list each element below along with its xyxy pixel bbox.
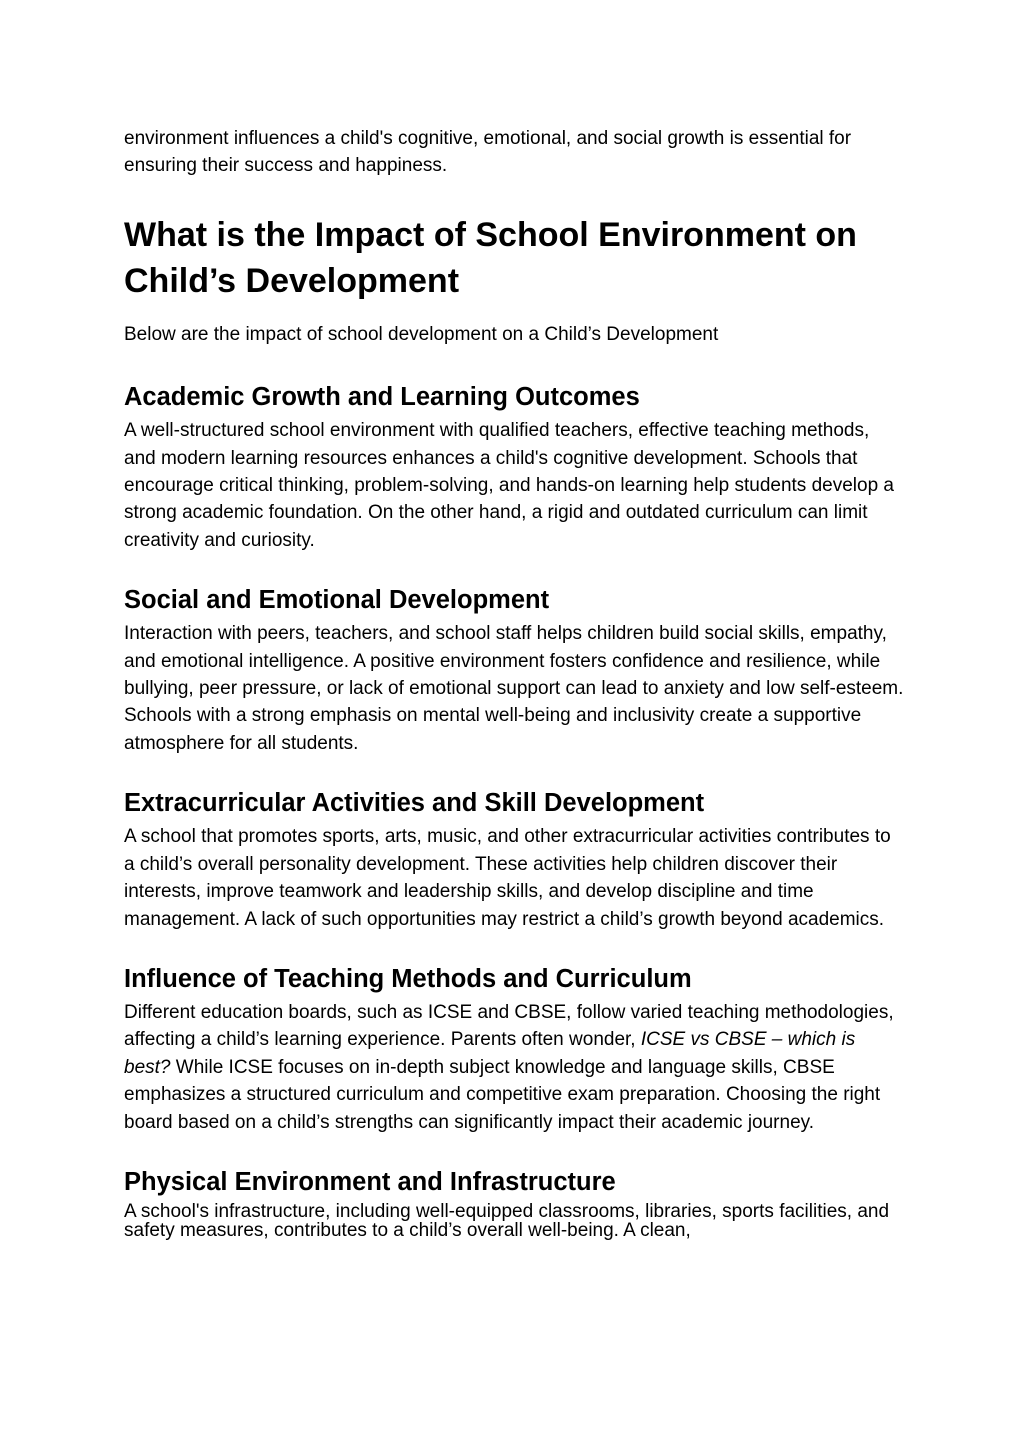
section-extracurricular [124,787,904,933]
section-heading: Academic Growth and Learning Outcomes [124,383,640,412]
section-physical-environment [124,1166,904,1240]
section-body [124,999,904,1136]
section-body: A school's infrastructure, including well-equipped classrooms, libraries, sports facilities, and safety measures, contributes to a child’s overall well-being. A clean, [124,1200,890,1241]
section-heading: Physical Environment and Infrastructure [124,1167,616,1196]
section-teaching-methods [124,963,904,1136]
section-body: Interaction with peers, teachers, and school staff helps children build social skills, empathy, and emotional intelligence. A positive environment fosters confidence and resilience, while bullying, peer pressure, or lack of emotional support can lead to anxiety and low self-esteem. Schools with a strong emphasis on mental well-being and inclusivity create a supportive atmosphere for all students. [124,623,904,754]
body-text-after: While ICSE focuses on in-depth subject knowledge and language skills, CBSE emphasizes a structured curriculum and competitive exam preparation. Choosing the right board based on a child’s strengths can significantly impact their academic journey. [124,1056,881,1133]
top-paragraph: environment influences a child's cognitive, emotional, and social growth is essential for ensuring their success and happiness. [124,128,852,177]
section-body: A well-structured school environment with qualified teachers, effective teaching methods, and modern learning resources enhances a child's cognitive development. Schools that encourage critical thinking, problem-solving, and hands-on learning help students develop a strong academic foundation. On the other hand, a rigid and outdated curriculum can limit creativity and curiosity. [124,420,894,551]
section-social-emotional [124,584,904,757]
section-heading: Influence of Teaching Methods and Curriculum [124,964,692,993]
section-heading: Social and Emotional Development [124,586,550,615]
main-heading: What is the Impact of School Environment on Child’s Development [124,215,857,300]
section-body: A school that promotes sports, arts, music, and other extracurricular activities contributes to a child’s overall personality development. These activities help children discover their interests, improve teamwork and leadership skills, and develop discipline and time management. A lack of such opportunities may restrict a child’s growth beyond academics. [124,826,891,930]
intro-paragraph: Below are the impact of school development on a Child’s Development [124,323,719,345]
document-page [124,125,904,1240]
section-heading: Extracurricular Activities and Skill Development [124,789,705,818]
body-text-italic-question: ICSE vs CBSE – which is best? [124,1029,856,1078]
body-text-before: Different education boards, such as ICSE and CBSE, follow varied teaching methodologies, affecting a child’s learning experience. Parents often wonder, [124,1001,894,1051]
section-academic-growth [124,381,904,554]
